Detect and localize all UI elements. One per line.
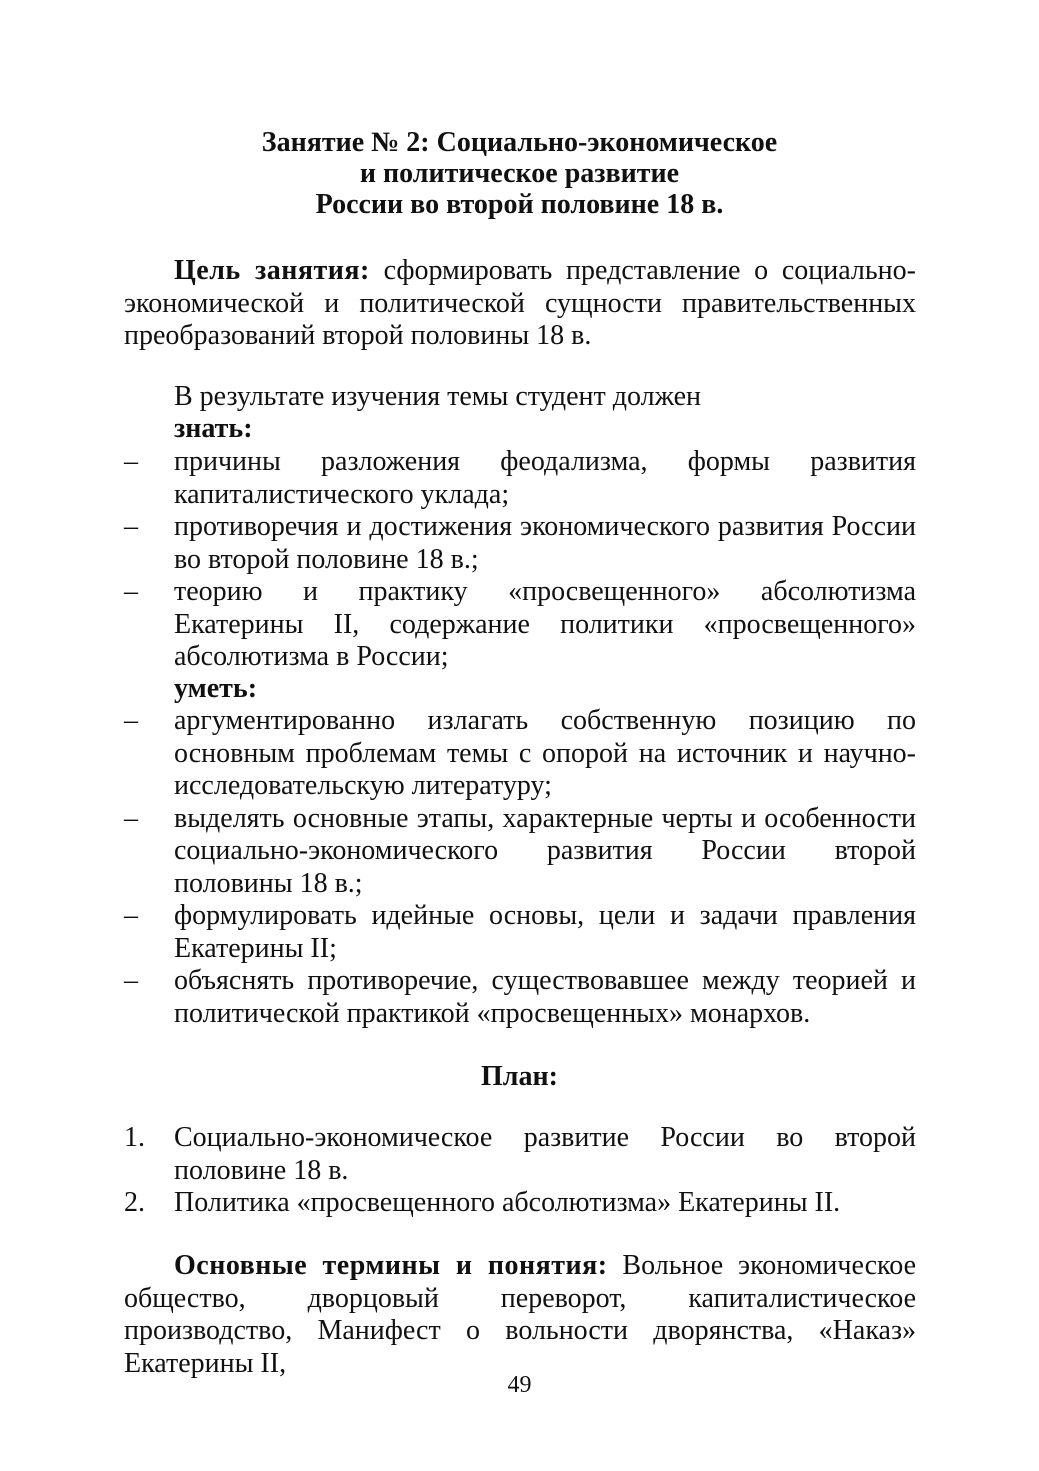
terms-label: Основные термины и понятия: [174,1250,608,1281]
dash-marker: – [124,576,138,607]
list-item: – теорию и практику «просвещенного» абсолютизма Екатерины II, содержание политики «просвещенного» абсолютизма в России; [124,576,916,672]
dash-marker: – [124,705,138,736]
list-item: – объяснять противоречие, существовавшее между теорией и политической практикой «просвещенных» монархов. [124,965,916,1029]
list-item: – противоречия и достижения экономического развития России во второй половине 18 в.; [124,511,916,575]
terms-paragraph [124,1250,916,1380]
dash-marker: – [124,802,138,834]
goal-text: сформировать представление о социально-экономической и политической сущности правительственных преобразований второй половины 18 в. [124,255,916,351]
title-line-1: Занятие № 2: Социально-экономическое [261,127,778,158]
goal-paragraph [124,255,916,353]
plan-number: 2. [124,1187,145,1218]
plan-item: 2. Политика «просвещенного абсолютизма» Екатерины II. [124,1187,841,1218]
plan-heading: План: [481,1061,558,1092]
page-title [0,127,1039,220]
dash-marker: – [124,965,138,996]
plan-number: 1. [124,1122,145,1153]
list-item: – причины разложения феодализма, формы развития капиталистического уклада; [124,446,916,510]
list-item: – выделять основные этапы, характерные черты и особенности социально-экономического развития России второй половины 18 в.; [124,802,916,899]
dash-marker: – [124,446,138,477]
plan-list [124,1122,916,1220]
able-list [124,705,916,1030]
dash-marker: – [124,900,138,931]
list-item: – формулировать идейные основы, цели и задачи правления Екатерины II; [124,900,916,964]
list-item: – аргументированно излагать собственную позицию по основным проблемам темы с опорой на источник и научно-исследовательскую литературу; [124,705,916,801]
know-heading: знать: [174,413,253,444]
goal-label: Цель занятия: [174,255,370,286]
plan-item: 1. Социально-экономическое развитие России во второй половине 18 в. [124,1122,916,1186]
know-list [124,446,916,674]
dash-marker: – [124,511,138,542]
page-number: 49 [507,1372,532,1398]
title-line-3: России во второй половине 18 в. [315,189,724,220]
terms-text: Вольное экономическое общество, дворцовый переворот, капиталистическое производство, Манифест о вольности дворянства, «Наказ» Екатерины II, [124,1250,917,1379]
intro-text: В результате изучения темы студент должен [174,381,701,412]
title-line-2: и политическое развитие [359,158,680,189]
able-heading: уметь: [174,673,258,704]
